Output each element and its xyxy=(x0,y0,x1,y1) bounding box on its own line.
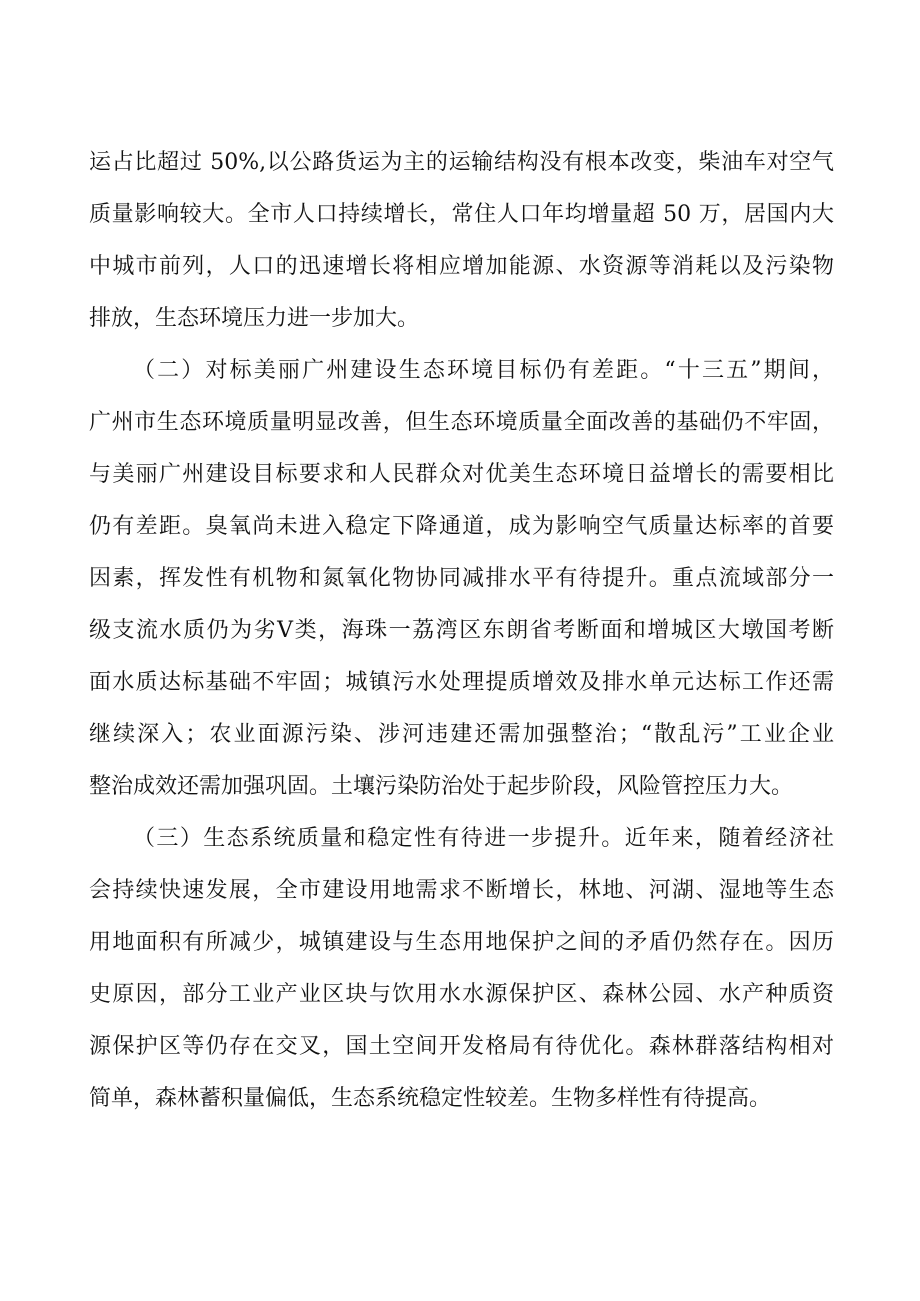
paragraph-line: 排放，生态环境压力进一步加大。 xyxy=(89,306,420,331)
paragraph-line: 会持续快速发展，全市建设用地需求不断增长，林地、河湖、湿地等生态 xyxy=(89,878,834,903)
paragraph-line: 整治成效还需加强巩固。土壤污染防治处于起步阶段，风险管控压力大。 xyxy=(89,774,794,799)
section-heading-line: （三）生态系统质量和稳定性有待进一步提升。近年来，随着经济社 xyxy=(133,826,834,851)
paragraph-line: 级支流水质仍为劣Ⅴ类，海珠一荔湾区东朗省考断面和增城区大墩国考断 xyxy=(89,618,834,643)
paragraph-line: 运占比超过 50%,以公路货运为主的运输结构没有根本改变，柴油车对空气 xyxy=(89,150,834,175)
paragraph-line: 用地面积有所减少，城镇建设与生态用地保护之间的矛盾仍然存在。因历 xyxy=(89,930,834,955)
paragraph-line: 继续深入；农业面源污染、涉河违建还需加强整治；“散乱污”工业企业 xyxy=(89,722,834,747)
paragraph-line: 与美丽广州建设目标要求和人民群众对优美生态环境日益增长的需要相比 xyxy=(89,462,834,487)
paragraph-line: 仍有差距。臭氧尚未进入稳定下降通道，成为影响空气质量达标率的首要 xyxy=(89,514,834,539)
paragraph-line: 因素，挥发性有机物和氮氧化物协同减排水平有待提升。重点流域部分一 xyxy=(89,566,834,591)
section-heading-line: （二）对标美丽广州建设生态环境目标仍有差距。“十三五”期间， xyxy=(133,358,834,383)
paragraph-line: 史原因，部分工业产业区块与饮用水水源保护区、森林公园、水产种质资 xyxy=(89,982,834,1007)
paragraph-line: 简单，森林蓄积量偏低，生态系统稳定性较差。生物多样性有待提高。 xyxy=(89,1086,772,1111)
paragraph-line: 源保护区等仍存在交叉，国土空间开发格局有待优化。森林群落结构相对 xyxy=(89,1034,834,1059)
paragraph-line: 质量影响较大。全市人口持续增长，常住人口年均增量超 50 万，居国内大 xyxy=(89,202,834,227)
paragraph-line: 广州市生态环境质量明显改善，但生态环境质量全面改善的基础仍不牢固， xyxy=(89,410,834,435)
paragraph-line: 中城市前列，人口的迅速增长将相应增加能源、水资源等消耗以及污染物 xyxy=(89,254,834,279)
paragraph-line: 面水质达标基础不牢固；城镇污水处理提质增效及排水单元达标工作还需 xyxy=(89,670,834,695)
